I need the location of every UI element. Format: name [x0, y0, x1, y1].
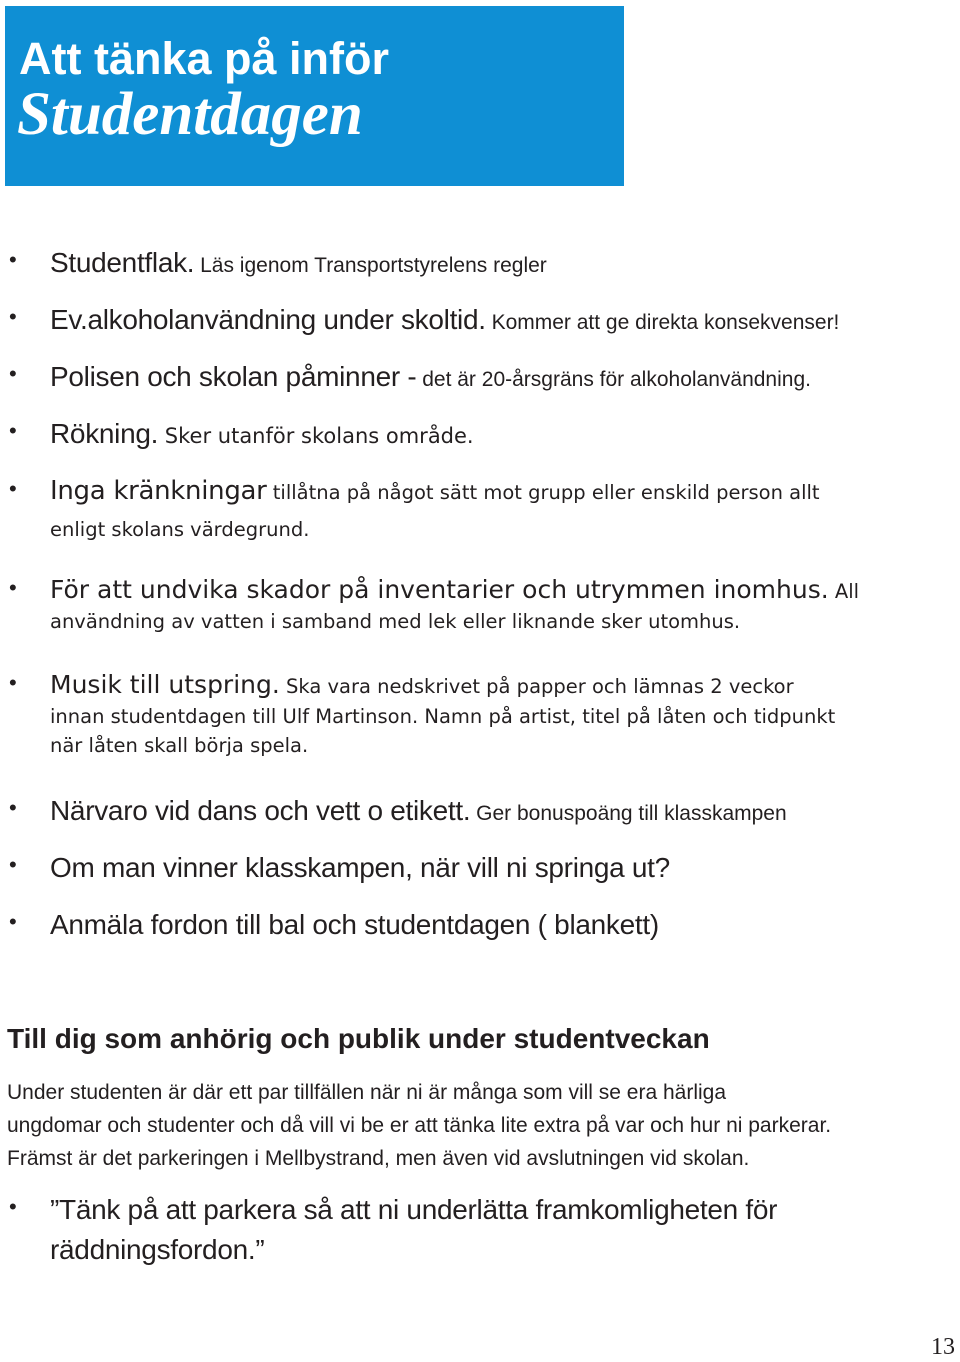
- item-continuation: enligt skolans värdegrund.: [50, 518, 310, 541]
- list-item: [9, 909, 940, 941]
- bullet-icon: •: [9, 909, 17, 934]
- item-detail: tillåtna på något sätt mot grupp eller enskild person allt: [266, 481, 820, 504]
- item-continuation: innan studentdagen till Ulf Martinson. Namn på artist, titel på låten och tidpunkt: [50, 705, 836, 728]
- list-item: [9, 795, 940, 827]
- bullet-icon: •: [9, 247, 17, 272]
- item-detail: Ska vara nedskrivet på papper och lämnas 2 veckor: [279, 675, 794, 698]
- list-item: [9, 670, 940, 757]
- item-continuation: användning av vatten i samband med lek eller liknande sker utomhus.: [50, 610, 741, 633]
- list-item: [9, 361, 940, 393]
- paragraph-line: Under studenten är där ett par tillfällen när ni är många som vill se era härliga: [7, 1081, 727, 1104]
- list-item: [9, 304, 940, 336]
- bullet-icon: •: [9, 1194, 17, 1219]
- list-item: [9, 852, 940, 884]
- header-title-line2: Studentdagen: [17, 81, 363, 148]
- list-item-parking: [9, 1194, 940, 1266]
- section-heading: Till dig som anhörig och publik under studentveckan: [7, 1023, 710, 1054]
- list-item: [9, 575, 940, 633]
- list-item: [9, 247, 940, 279]
- bullet-icon: •: [9, 795, 17, 820]
- list-item: [9, 418, 940, 450]
- bullet-icon: •: [9, 575, 17, 600]
- item-main: Inga kränkningar: [50, 476, 267, 506]
- item-main: Studentflak.: [50, 247, 195, 278]
- item-main: Polisen och skolan påminner -: [50, 361, 417, 392]
- item-detail: Ger bonuspoäng till klasskampen: [470, 802, 787, 825]
- page-number: 13: [931, 1334, 955, 1360]
- bullet-icon: •: [9, 476, 17, 501]
- header-title-line1: Att tänka på inför: [19, 33, 390, 84]
- item-detail: All: [828, 580, 860, 603]
- item-detail: Kommer att ge direkta konsekvenser!: [485, 311, 840, 334]
- list-item: [9, 476, 940, 541]
- item-main: Anmäla fordon till bal och studentdagen ( blankett): [50, 909, 659, 940]
- item-main: Om man vinner klasskampen, när vill ni springa ut?: [50, 852, 670, 883]
- header-banner: [5, 6, 624, 186]
- bullet-icon: •: [9, 852, 17, 877]
- section-paragraph: [7, 1076, 947, 1175]
- item-continuation: när låten skall börja spela.: [50, 734, 309, 757]
- paragraph-line: ungdomar och studenter och då vill vi be er att tänka lite extra på var och hur ni parkerar.: [7, 1114, 832, 1137]
- parking-line: ”Tänk på att parkera så att ni underlätta framkomligheten för: [50, 1194, 778, 1225]
- item-detail: Sker utanför skolans område.: [158, 424, 474, 448]
- item-main: Ev.alkoholanvändning under skoltid.: [50, 304, 486, 335]
- bullet-icon: •: [9, 304, 17, 329]
- bullet-icon: •: [9, 361, 17, 386]
- item-detail: det är 20-årsgräns för alkoholanvändning.: [416, 368, 811, 391]
- item-main: Rökning.: [50, 418, 159, 449]
- bullet-icon: •: [9, 670, 17, 695]
- bullet-icon: •: [9, 418, 17, 443]
- item-main: För att undvika skador på inventarier och utrymmen inomhus.: [50, 575, 829, 604]
- item-main: Musik till utspring.: [50, 670, 280, 699]
- paragraph-line: Främst är det parkeringen i Mellbystrand, men även vid avslutningen vid skolan.: [7, 1147, 750, 1170]
- item-detail: Läs igenom Transportstyrelens regler: [194, 254, 547, 277]
- item-main: Närvaro vid dans och vett o etikett.: [50, 795, 471, 826]
- parking-line: räddningsfordon.”: [50, 1234, 265, 1265]
